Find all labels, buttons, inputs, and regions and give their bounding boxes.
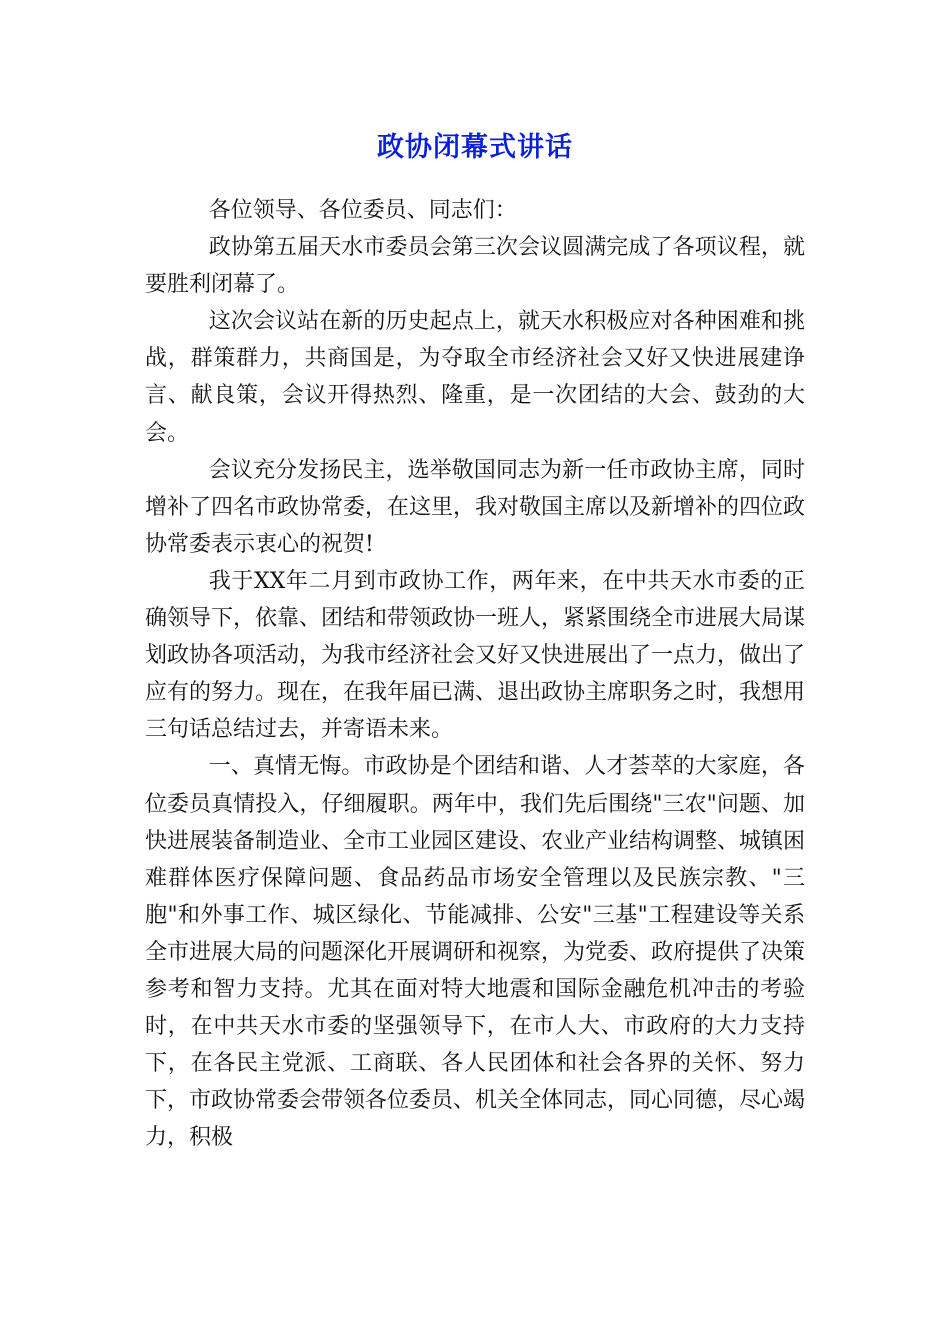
paragraph-greeting: 各位领导、各位委员、同志们： [208, 198, 517, 223]
paragraph: 一、真情无悔。市政协是个团结和谐、人才荟萃的大家庭，各位委员真情投入，仔细履职。两年中，我们先后围绕"三农"问题、加快进展装备制造业、全市工业园区建设、农业产业结构调整、城镇困难群体医疗保障问题、食品药品市场安全管理以及民族宗教、"三胞"和外事工作、城区绿化、节能减排、公安"三基"工程建设等关系全市进展大局的问题深化开展调研和视察，为党委、政府提供了决策参考和智力支持。尤其在面对特大地震和国际金融危机冲击的考验时，在中共天水市委的坚强领导下，在市人大、市政府的大力支持下，在各民主党派、工商联、各人民团体和社会各界的关怀、努力下，市政协常委会带领各位委员、机关全体同志，同心同德，尽心竭力，积极 [145, 754, 806, 1151]
document-body [145, 192, 805, 1156]
document-title: 政协闭幕式讲话 [377, 132, 573, 163]
paragraph: 这次会议站在新的历史起点上，就天水积极应对各种困难和挑战，群策群力，共商国是，为夺取全市经济社会又好又快进展建诤言、献良策，会议开得热烈、隆重，是一次团结的大会、鼓劲的大会。 [145, 309, 805, 446]
paragraph: 会议充分发扬民主，选举敬国同志为新一任市政协主席，同时增补了四名市政协常委，在这里，我对敬国主席以及新增补的四位政协常委表示衷心的祝贺! [145, 457, 806, 557]
paragraph: 政协第五届天水市委员会第三次会议圆满完成了各项议程，就要胜利闭幕了。 [145, 235, 805, 298]
paragraph: 我于XX年二月到市政协工作，两年来，在中共天水市委的正确领导下，依靠、团结和带领政协一班人，紧紧围绕全市进展大局谋划政协各项活动，为我市经济社会又好又快进展出了一点力，做出了应有的努力。现在，在我年届已满、退出政协主席职务之时，我想用三句话总结过去，并寄语未来。 [145, 568, 806, 743]
